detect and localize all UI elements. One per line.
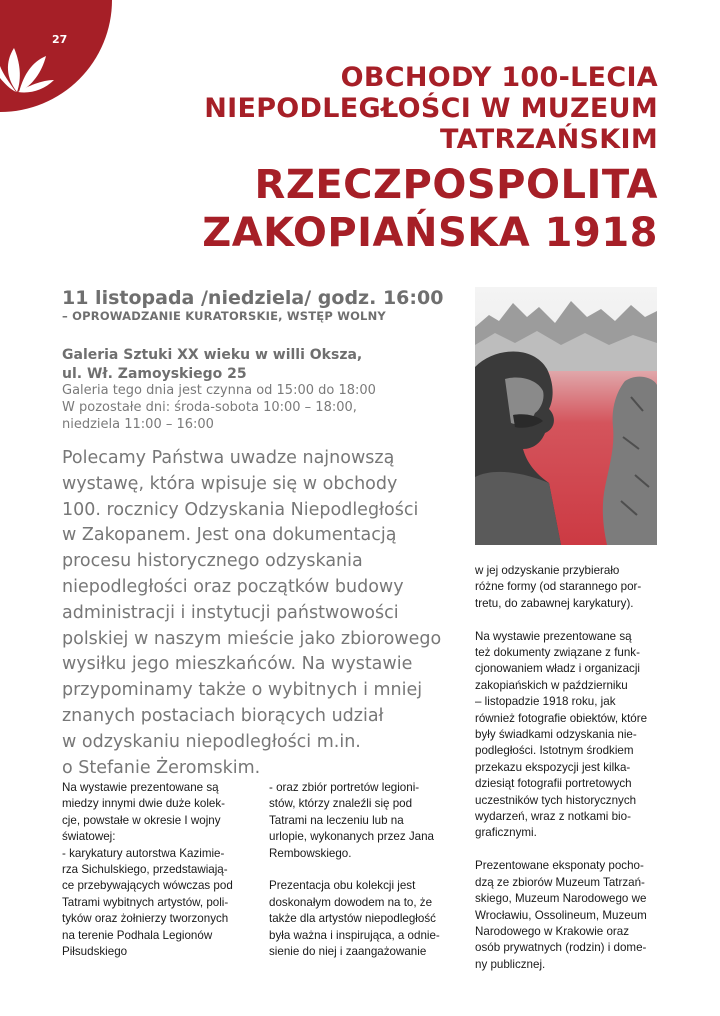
text-line: wydarzeń, wraz z notkami bio-	[475, 810, 631, 824]
text-line: ny publicznej.	[475, 957, 546, 971]
text-line: tretu, do zabawnej karykatury).	[475, 596, 634, 610]
venue-line: Galeria Sztuki XX wieku w willi Oksza,	[62, 347, 363, 363]
text-line: podległości. Istotnym środkiem	[475, 744, 634, 758]
text-line: była ważna i inspirująca, a odnie-	[269, 928, 440, 942]
lead-line: procesu historycznego odzyskania	[62, 551, 363, 572]
text-line: Na wystawie prezentowane są	[62, 781, 219, 794]
title-line: ZAKOPIAŃSKA 1918	[202, 210, 658, 256]
text-line: były świadkami odzyskania nie-	[475, 728, 637, 742]
text-line: ce przebywających wówczas pod	[62, 879, 233, 893]
lead-line: o Stefanie Żeromskim.	[62, 757, 261, 778]
text-column-1	[62, 780, 233, 960]
text-line: - oraz zbiór portretów legioni-	[269, 781, 420, 794]
lead-line: Polecamy Państwa uwadze najnowszą	[62, 448, 395, 468]
text-column-2	[269, 780, 440, 960]
hours-line: W pozostałe dni: środa-sobota 10:00 – 18:00,	[62, 400, 357, 415]
text-line: także dla artystów niepodległość	[269, 912, 436, 926]
lead-paragraph	[62, 446, 462, 781]
text-line: również fotografie obiektów, które	[475, 711, 648, 725]
text-line: uczestników tych historycznych	[475, 793, 637, 807]
text-line: światowej:	[62, 830, 116, 844]
page-title	[202, 161, 658, 257]
text-line: też dokumenty związane z funk-	[475, 646, 640, 660]
event-date: 11 listopada /niedziela/ godz. 16:00	[62, 287, 444, 309]
text-line: urlopie, wykonanych przez Jana	[269, 830, 434, 844]
text-line: Prezentacja obu kolekcji jest	[269, 879, 416, 893]
hours-line: niedziela 11:00 – 16:00	[62, 417, 214, 432]
opening-hours	[62, 382, 376, 433]
lead-line: 100. rocznicy Odzyskania Niepodległości	[62, 499, 419, 520]
text-line: Na wystawie prezentowane są	[475, 629, 632, 643]
paragraph-gap	[269, 862, 440, 878]
lead-line: wysiłku jego mieszkańców. Na wystawie	[62, 654, 413, 675]
text-line: na terenie Podhala Legionów	[62, 928, 213, 942]
text-line: doskonałym dowodem na to, że	[269, 895, 433, 909]
lead-line: polskiej w naszym mieście jako zbiorowego	[62, 628, 442, 649]
text-line: Wrocławiu, Ossolineum, Muzeum	[475, 908, 647, 922]
text-line: – listopadzie 1918 roku, jak	[475, 695, 616, 709]
text-line: dziesiąt fotografii portretowych	[475, 777, 632, 791]
event-subtitle: – OPROWADZANIE KURATORSKIE, WSTĘP WOLNY	[62, 309, 386, 323]
text-line: przekazu ekspozycji jest kilka-	[475, 760, 631, 774]
text-line: dzą ze zbiorów Muzeum Tatrzań-	[475, 875, 645, 889]
supertitle-line: NIEPODLEGŁOŚCI W MUZEUM	[204, 93, 658, 124]
lead-line: w odzyskaniu niepodległości m.in.	[62, 731, 361, 752]
lead-line: administracji i instytucji państwowości	[62, 602, 399, 623]
title-line: RZECZPOSPOLITA	[254, 162, 658, 208]
corner-emblem	[0, 0, 120, 120]
text-line: sienie do niej i zaangażowanie	[269, 945, 427, 959]
text-line: - karykatury autorstwa Kazimie-	[62, 846, 225, 860]
text-line: zakopiańskich w październiku	[475, 678, 628, 692]
text-line: skiego, Muzeum Narodowego we	[475, 892, 647, 906]
paragraph-gap	[475, 842, 647, 858]
exhibition-photo	[475, 287, 657, 545]
lead-line: niepodległości oraz początków budowy	[62, 576, 404, 597]
text-line: Tatrami wybitnych artystów, poli-	[62, 895, 229, 909]
text-line: w jej odzyskanie przybierało	[475, 564, 620, 577]
text-line: rza Sichulskiego, przedstawiają-	[62, 863, 228, 877]
supertitle	[202, 62, 658, 155]
venue-line: ul. Wł. Zamoyskiego 25	[62, 366, 247, 382]
text-line: osób prywatnych (rodzin) i dome-	[475, 941, 647, 955]
text-line: Piłsudskiego	[62, 945, 128, 959]
lead-line: w Zakopanem. Jest ona dokumentacją	[62, 525, 397, 546]
text-line: stów, którzy znaleźli się pod	[269, 797, 413, 811]
lead-line: wystawę, która wpisuje się w obchody	[62, 473, 398, 494]
text-line: cje, powstałe w okresie I wojny	[62, 813, 221, 827]
lead-line: znanych postaciach biorących udział	[62, 705, 384, 726]
supertitle-line: OBCHODY 100-LECIA	[340, 62, 658, 93]
text-line: Rembowskiego.	[269, 846, 352, 860]
page-number: 27	[52, 33, 68, 46]
text-line: Narodowego w Krakowie oraz	[475, 924, 630, 938]
text-line: tyków oraz żołnierzy tworzonych	[62, 912, 229, 926]
text-line: cjonowaniem władz i organizacji	[475, 662, 640, 676]
hours-line: Galeria tego dnia jest czynna od 15:00 do 18:00	[62, 383, 376, 398]
text-column-3	[475, 563, 647, 973]
text-line: graficznymi.	[475, 826, 537, 840]
text-line: miedzy innymi dwie duże kolek-	[62, 797, 226, 811]
text-line: Tatrami na leczeniu lub na	[269, 813, 404, 827]
header	[202, 62, 658, 257]
supertitle-line: TATRZAŃSKIM	[440, 124, 658, 155]
lead-line: przypominamy także o wybitnych i mniej	[62, 680, 423, 701]
event-venue	[62, 346, 362, 384]
text-line: różne formy (od starannego por-	[475, 580, 642, 594]
text-line: Prezentowane eksponaty pocho-	[475, 859, 644, 873]
paragraph-gap	[475, 612, 647, 628]
